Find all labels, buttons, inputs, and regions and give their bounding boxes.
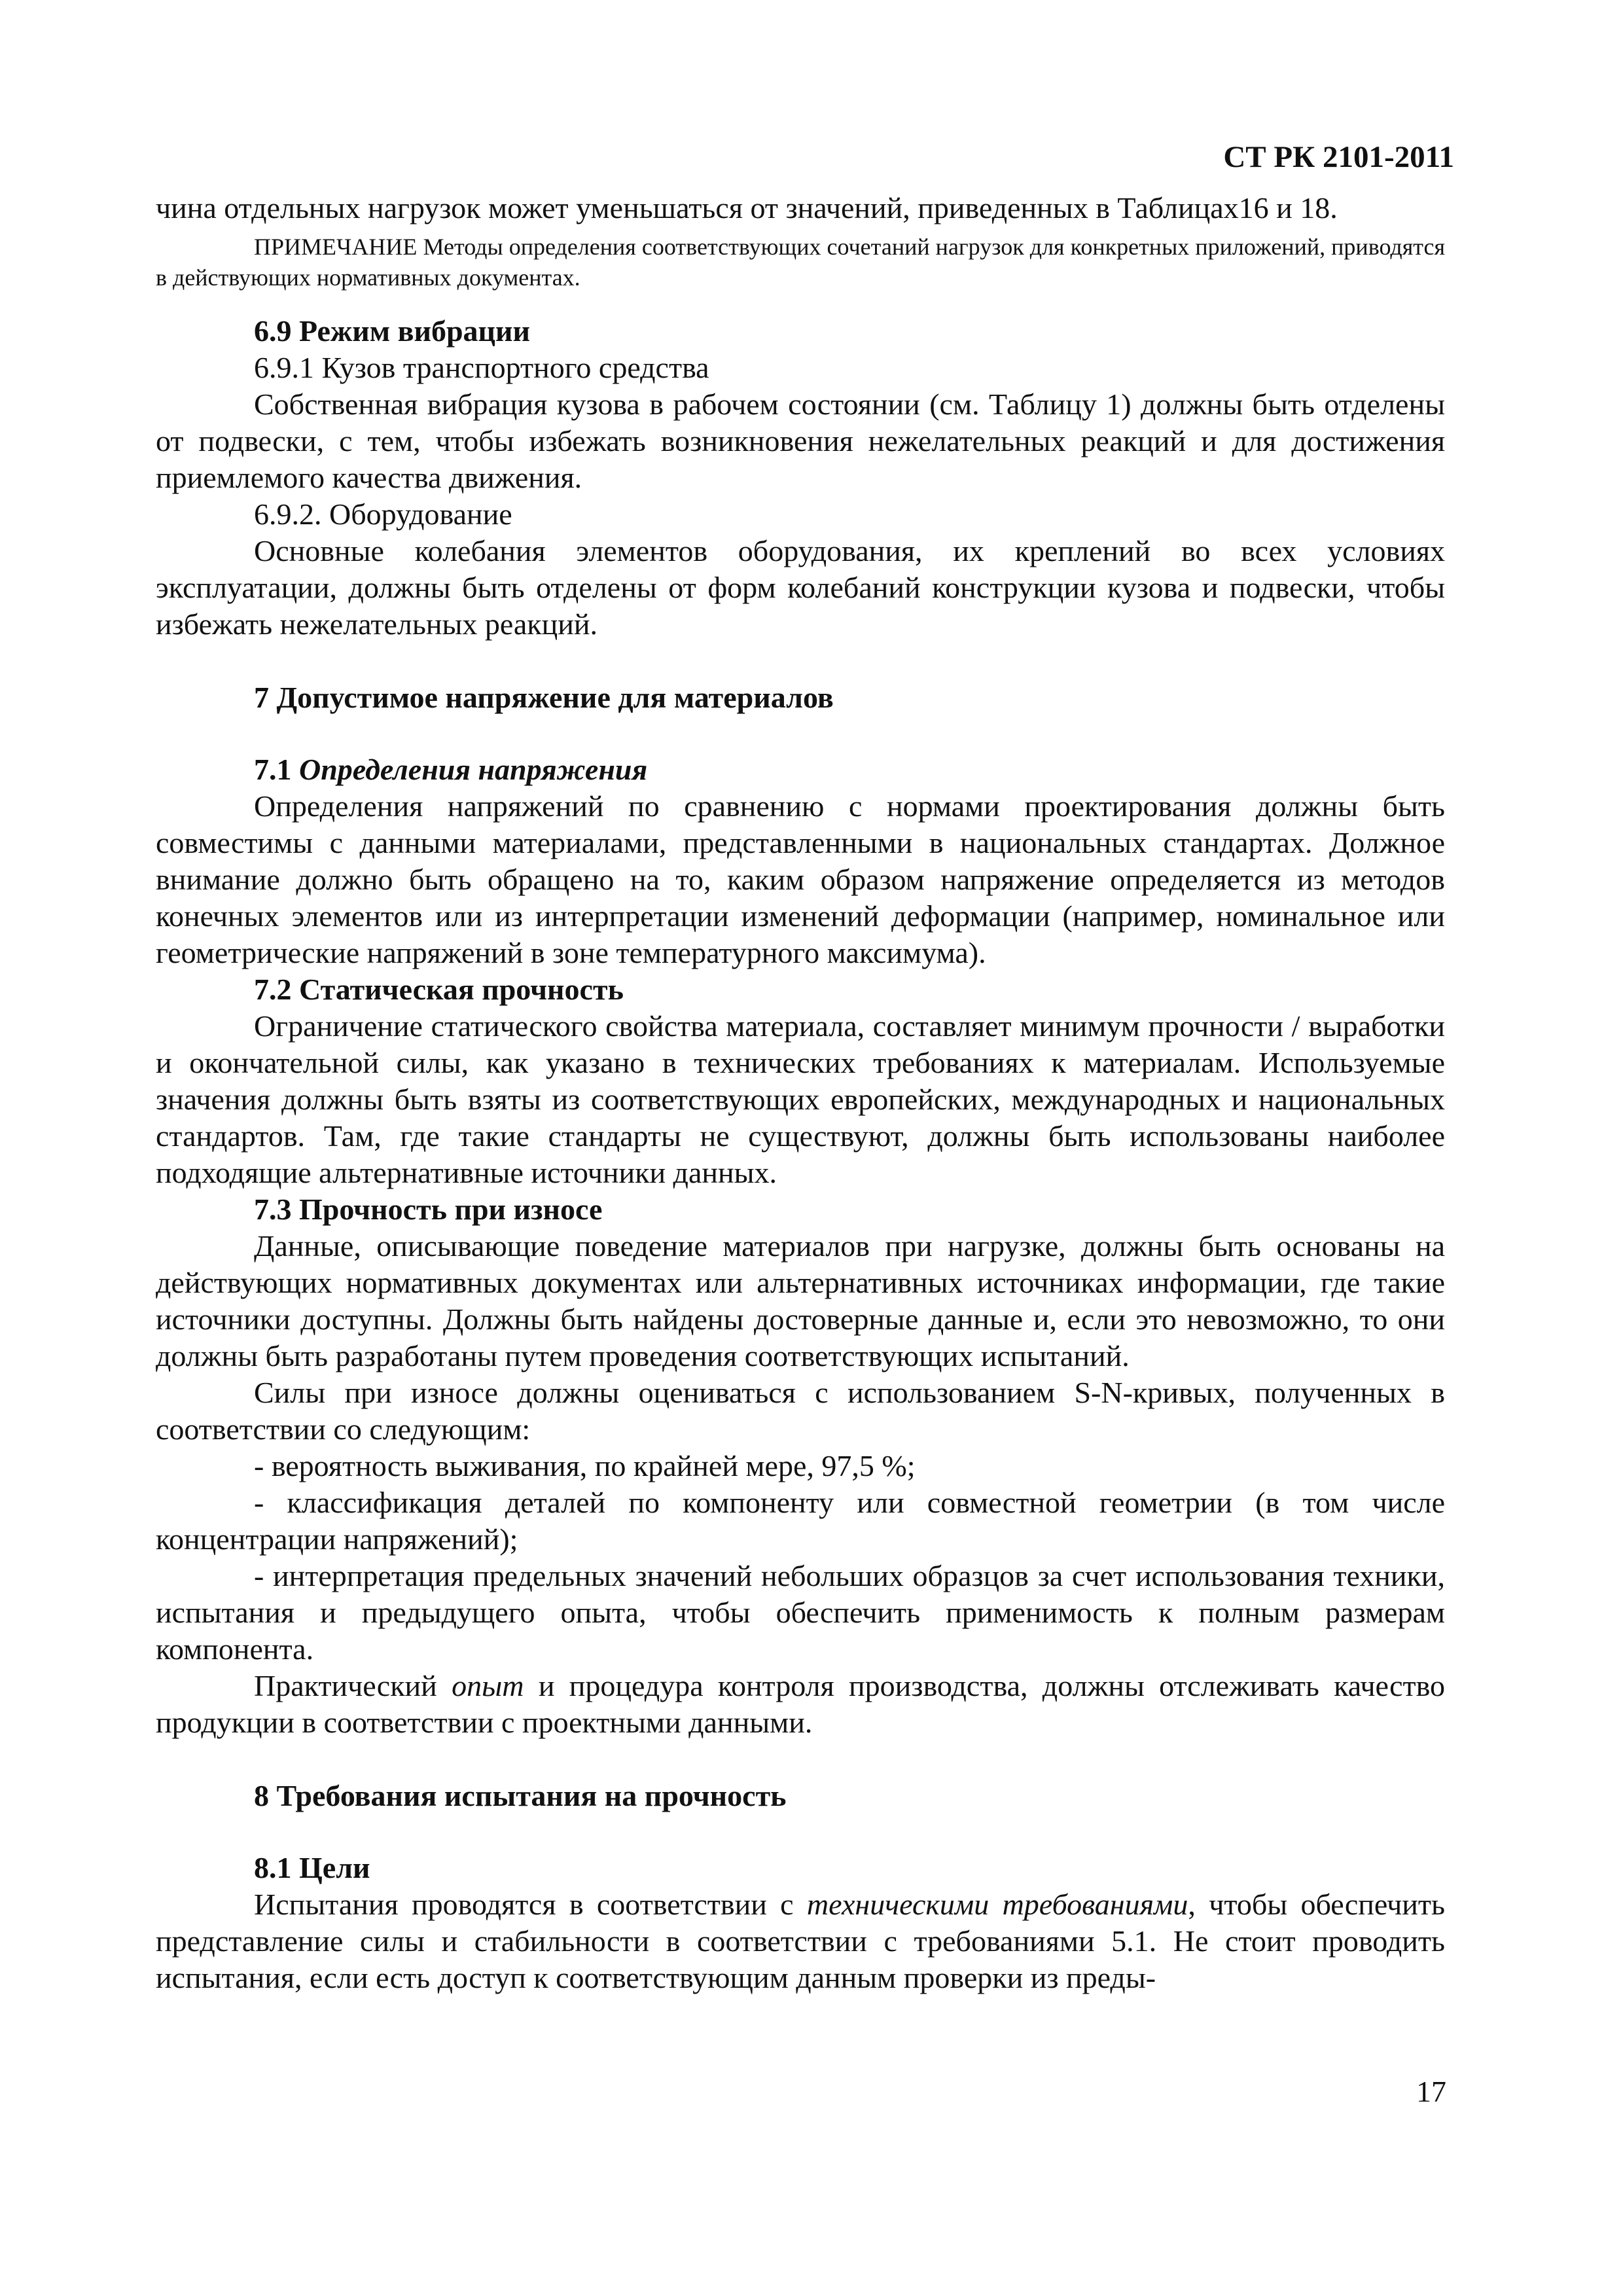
page-content (156, 190, 1445, 1996)
section-7-1-paragraph: Определения напряжений по сравнению с нормами проектирования должны быть совместимы с данными материалами, представленными в национальных стандартах. Должное внимание должно быть обращено на то, каким образом напряжение определяется из методов конечных элементов или из интерпретации изменений деформации (например, номинальное или геометрические напряжений в зоне температурного максимума). (156, 789, 1445, 969)
italic-run: опыт (452, 1669, 524, 1702)
list-item: - интерпретация предельных значений небольших образцов за счет использования техники, испытания и предыдущего опыта, чтобы обеспечить применимость к полным размерам компонента. (156, 1559, 1445, 1666)
section-7-2-paragraph: Ограничение статического свойства материала, составляет минимум прочности / выработки и окончательной силы, как указано в технических требованиях к материалам. Используемые значения должны быть взяты из соответствующих европейских, международных и национальных стандартов. Там, где такие стандарты не существуют, должны быть использованы наиболее подходящие альтернативные источники данных. (156, 1009, 1445, 1189)
list-item: - вероятность выживания, по крайней мере, 97,5 %; (254, 1449, 916, 1482)
section-7-1-number: 7.1 (254, 753, 299, 786)
text-run: и процедура контроля производства, должны отслеживать качество продукции в соответствии с проектными данными. (156, 1669, 1445, 1739)
section-8-1-heading: 8.1 Цели (254, 1851, 370, 1884)
section-6-9-1-paragraph: Собственная вибрация кузова в рабочем состоянии (см. Таблицу 1) должны быть отделены от подвески, с тем, чтобы избежать возникновения нежелательных реакций и для достижения приемлемого качества движения. (156, 387, 1445, 494)
section-6-9-2-paragraph: Основные колебания элементов оборудования, их креплений во всех условиях эксплуатации, должны быть отделены от форм колебаний конструкции кузова и подвески, чтобы избежать нежелательных реакций. (156, 534, 1445, 641)
subsection-6-9-2-title: 6.9.2. Оборудование (254, 497, 512, 531)
list-item: - классификация деталей по компоненту или совместной геометрии (в том числе концентрации напряжений); (156, 1486, 1445, 1556)
section-8-1-paragraph (156, 1886, 1445, 1996)
text-run: , чтобы обеспечить представление силы и стабильности в соответствии с требованиями 5.1. Не стоит проводить испытания, если есть доступ к соответствующим данным проверки из преды- (156, 1888, 1445, 1994)
text-run: Испытания проводятся в соответствии с (254, 1888, 807, 1921)
section-7-3-paragraph-2: Силы при износе должны оцениваться с использованием S-N-кривых, полученных в соответствии со следующим: (156, 1376, 1445, 1446)
subsection-6-9-1-title: 6.9.1 Кузов транспортного средства (254, 351, 709, 384)
text-run: Практический (254, 1669, 452, 1702)
section-7-3-paragraph-1: Данные, описывающие поведение материалов при нагрузке, должны быть основаны на действующих нормативных документах или альтернативных источниках информации, где такие источники доступны. Должны быть найдены достоверные данные и, если это невозможно, то они должны быть разработаны путем проведения соответствующих испытаний. (156, 1229, 1445, 1372)
note-paragraph: ПРИМЕЧАНИЕ Методы определения соответствующих сочетаний нагрузок для конкретных приложений, приводятся в действующих нормативных документах. (156, 234, 1445, 291)
section-7-2-heading: 7.2 Статическая прочность (254, 973, 624, 1006)
section-7-1-heading (156, 751, 1445, 788)
section-7-heading: 7 Допустимое напряжение для материалов (254, 681, 834, 714)
italic-run: техническими требованиями (806, 1888, 1188, 1921)
document-code: СТ РК 2101-2011 (1223, 140, 1454, 174)
continued-paragraph: чина отдельных нагрузок может уменьшаться от значений, приведенных в Таблицах16 и 18. (156, 191, 1338, 224)
section-7-3-heading: 7.3 Прочность при износе (254, 1193, 603, 1226)
section-8-heading: 8 Требования испытания на прочность (254, 1779, 787, 1812)
section-6-9-heading: 6.9 Режим вибрации (254, 314, 531, 348)
page-number: 17 (1416, 2075, 1446, 2108)
section-7-3-paragraph-3 (156, 1668, 1445, 1741)
section-7-1-title: Определения напряжения (299, 753, 648, 786)
